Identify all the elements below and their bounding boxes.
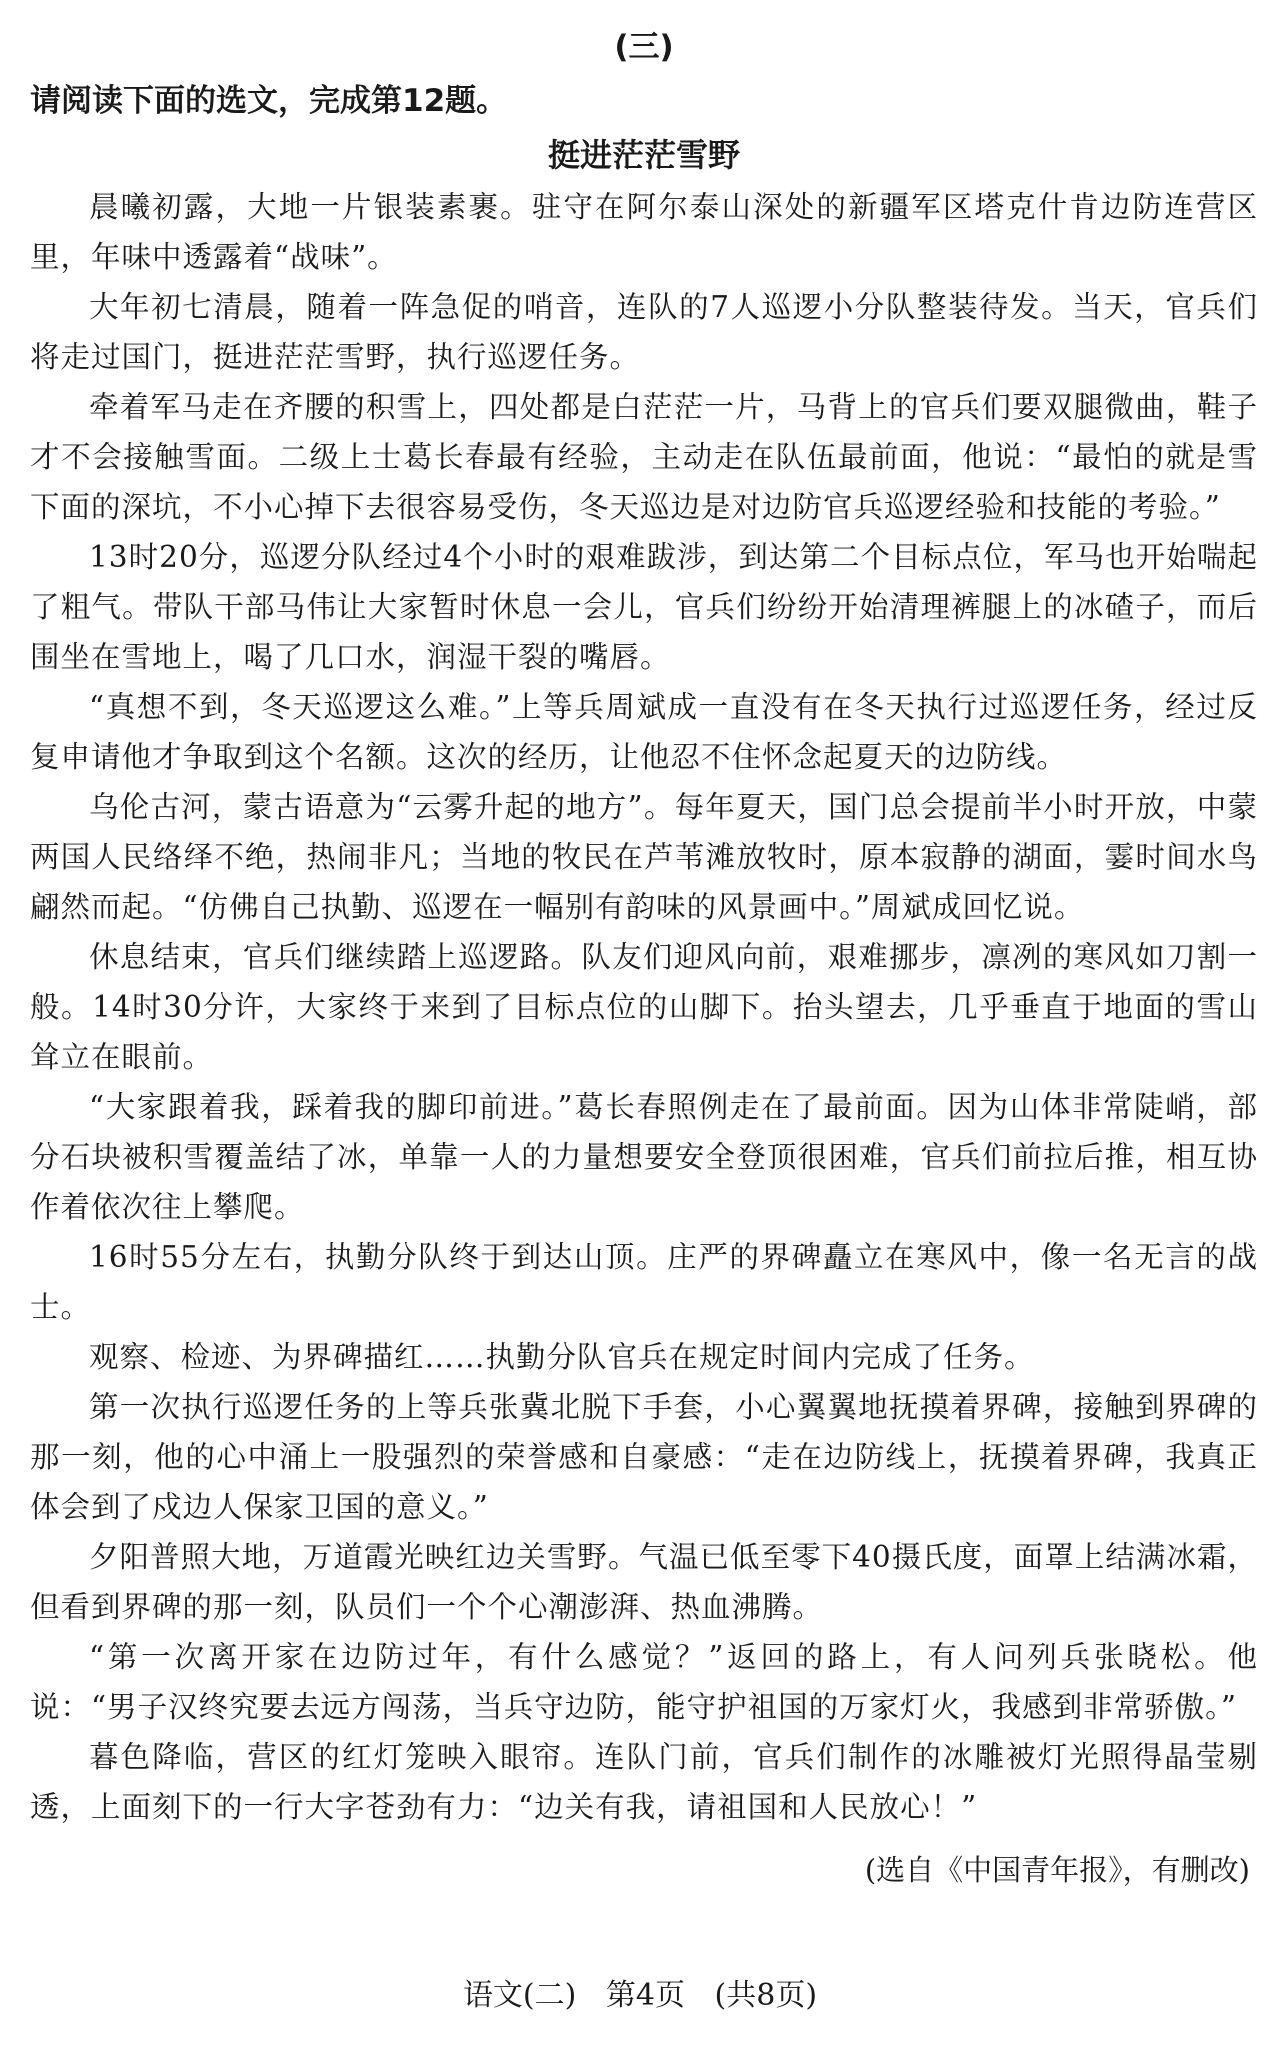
footer-page-number: 第4页 (605, 1978, 685, 2013)
section-number: (三) (614, 29, 674, 65)
footer-total-pages: (共8页) (714, 1978, 818, 2013)
paragraph: “大家跟着我，踩着我的脚印前进。”葛长春照例走在了最前面。因为山体非常陡峭，部分石块被积雪覆盖结了冰，单靠一人的力量想要安全登顶很困难，官兵们前拉后推，相互协作着依次往上攀爬。 (30, 1090, 1258, 1224)
paragraph: 13时20分，巡逻分队经过4个小时的艰难跋涉，到达第二个目标点位，军马也开始喘起了粗气。带队干部马伟让大家暂时休息一会儿，官兵们纷纷开始清理裤腿上的冰碴子，而后围坐在雪地上，喝了几口水，润湿干裂的嘴唇。 (30, 540, 1258, 674)
paragraph: “第一次离开家在边防过年，有什么感觉？”返回的路上，有人问列兵张晓松。他说：“男子汉终究要去远方闯荡，当兵守边防，能守护祖国的万家灯火，我感到非常骄傲。” (30, 1640, 1258, 1724)
paragraph: “真想不到，冬天巡逻这么难。”上等兵周斌成一直没有在冬天执行过巡逻任务，经过反复申请他才争取到这个名额。这次的经历，让他忍不住怀念起夏天的边防线。 (30, 690, 1258, 774)
paragraph: 牵着军马走在齐腰的积雪上，四处都是白茫茫一片，马背上的官兵们要双腿微曲，鞋子才不会接触雪面。二级上士葛长春最有经验，主动走在队伍最前面，他说：“最怕的就是雪下面的深坑，不小心掉下去很容易受伤，冬天巡边是对边防官兵巡逻经验和技能的考验。” (30, 390, 1258, 524)
paragraph: 休息结束，官兵们继续踏上巡逻路。队友们迎风向前，艰难挪步，凛冽的寒风如刀割一般。14时30分许，大家终于来到了目标点位的山脚下。抬头望去，几乎垂直于地面的雪山耸立在眼前。 (30, 940, 1258, 1074)
page-footer (0, 1972, 1280, 2020)
footer-subject: 语文(二) (462, 1978, 577, 2013)
paragraph: 晨曦初露，大地一片银装素裹。驻守在阿尔泰山深处的新疆军区塔克什肯边防连营区里，年味中透露着“战味”。 (30, 190, 1258, 274)
paragraph: 暮色降临，营区的红灯笼映入眼帘。连队门前，官兵们制作的冰雕被灯光照得晶莹剔透，上面刻下的一行大字苍劲有力：“边关有我，请祖国和人民放心！” (30, 1740, 1258, 1824)
paragraph: 夕阳普照大地，万道霞光映红边关雪野。气温已低至零下40摄氏度，面罩上结满冰霜，但看到界碑的那一刻，队员们一个个心潮澎湃、热血沸腾。 (30, 1540, 1258, 1624)
article-source: (选自《中国青年报》，有删改) (864, 1853, 1250, 1887)
paragraph: 大年初七清晨，随着一阵急促的哨音，连队的7人巡逻小分队整装待发。当天，官兵们将走过国门，挺进茫茫雪野，执行巡逻任务。 (30, 290, 1258, 374)
article-body (30, 182, 1258, 1832)
paragraph: 16时55分左右，执勤分队终于到达山顶。庄严的界碑矗立在寒风中，像一名无言的战士。 (30, 1240, 1258, 1324)
paragraph: 乌伦古河，蒙古语意为“云雾升起的地方”。每年夏天，国门总会提前半小时开放，中蒙两国人民络绎不绝，热闹非凡；当地的牧民在芦苇滩放牧时，原本寂静的湖面，霎时间水鸟翩然而起。“仿佛自己执勤、巡逻在一幅别有韵味的风景画中。”周斌成回忆说。 (30, 790, 1258, 924)
instruction: 请阅读下面的选文，完成第12题。 (30, 83, 508, 119)
article-title: 挺进茫茫雪野 (547, 136, 740, 174)
paragraph: 观察、检迹、为界碑描红……执勤分队官兵在规定时间内完成了任务。 (89, 1340, 1035, 1374)
paragraph: 第一次执行巡逻任务的上等兵张冀北脱下手套，小心翼翼地抚摸着界碑，接触到界碑的那一刻，他的心中涌上一股强烈的荣誉感和自豪感：“走在边防线上，抚摸着界碑，我真正体会到了戍边人保家卫国的意义。” (30, 1390, 1258, 1524)
